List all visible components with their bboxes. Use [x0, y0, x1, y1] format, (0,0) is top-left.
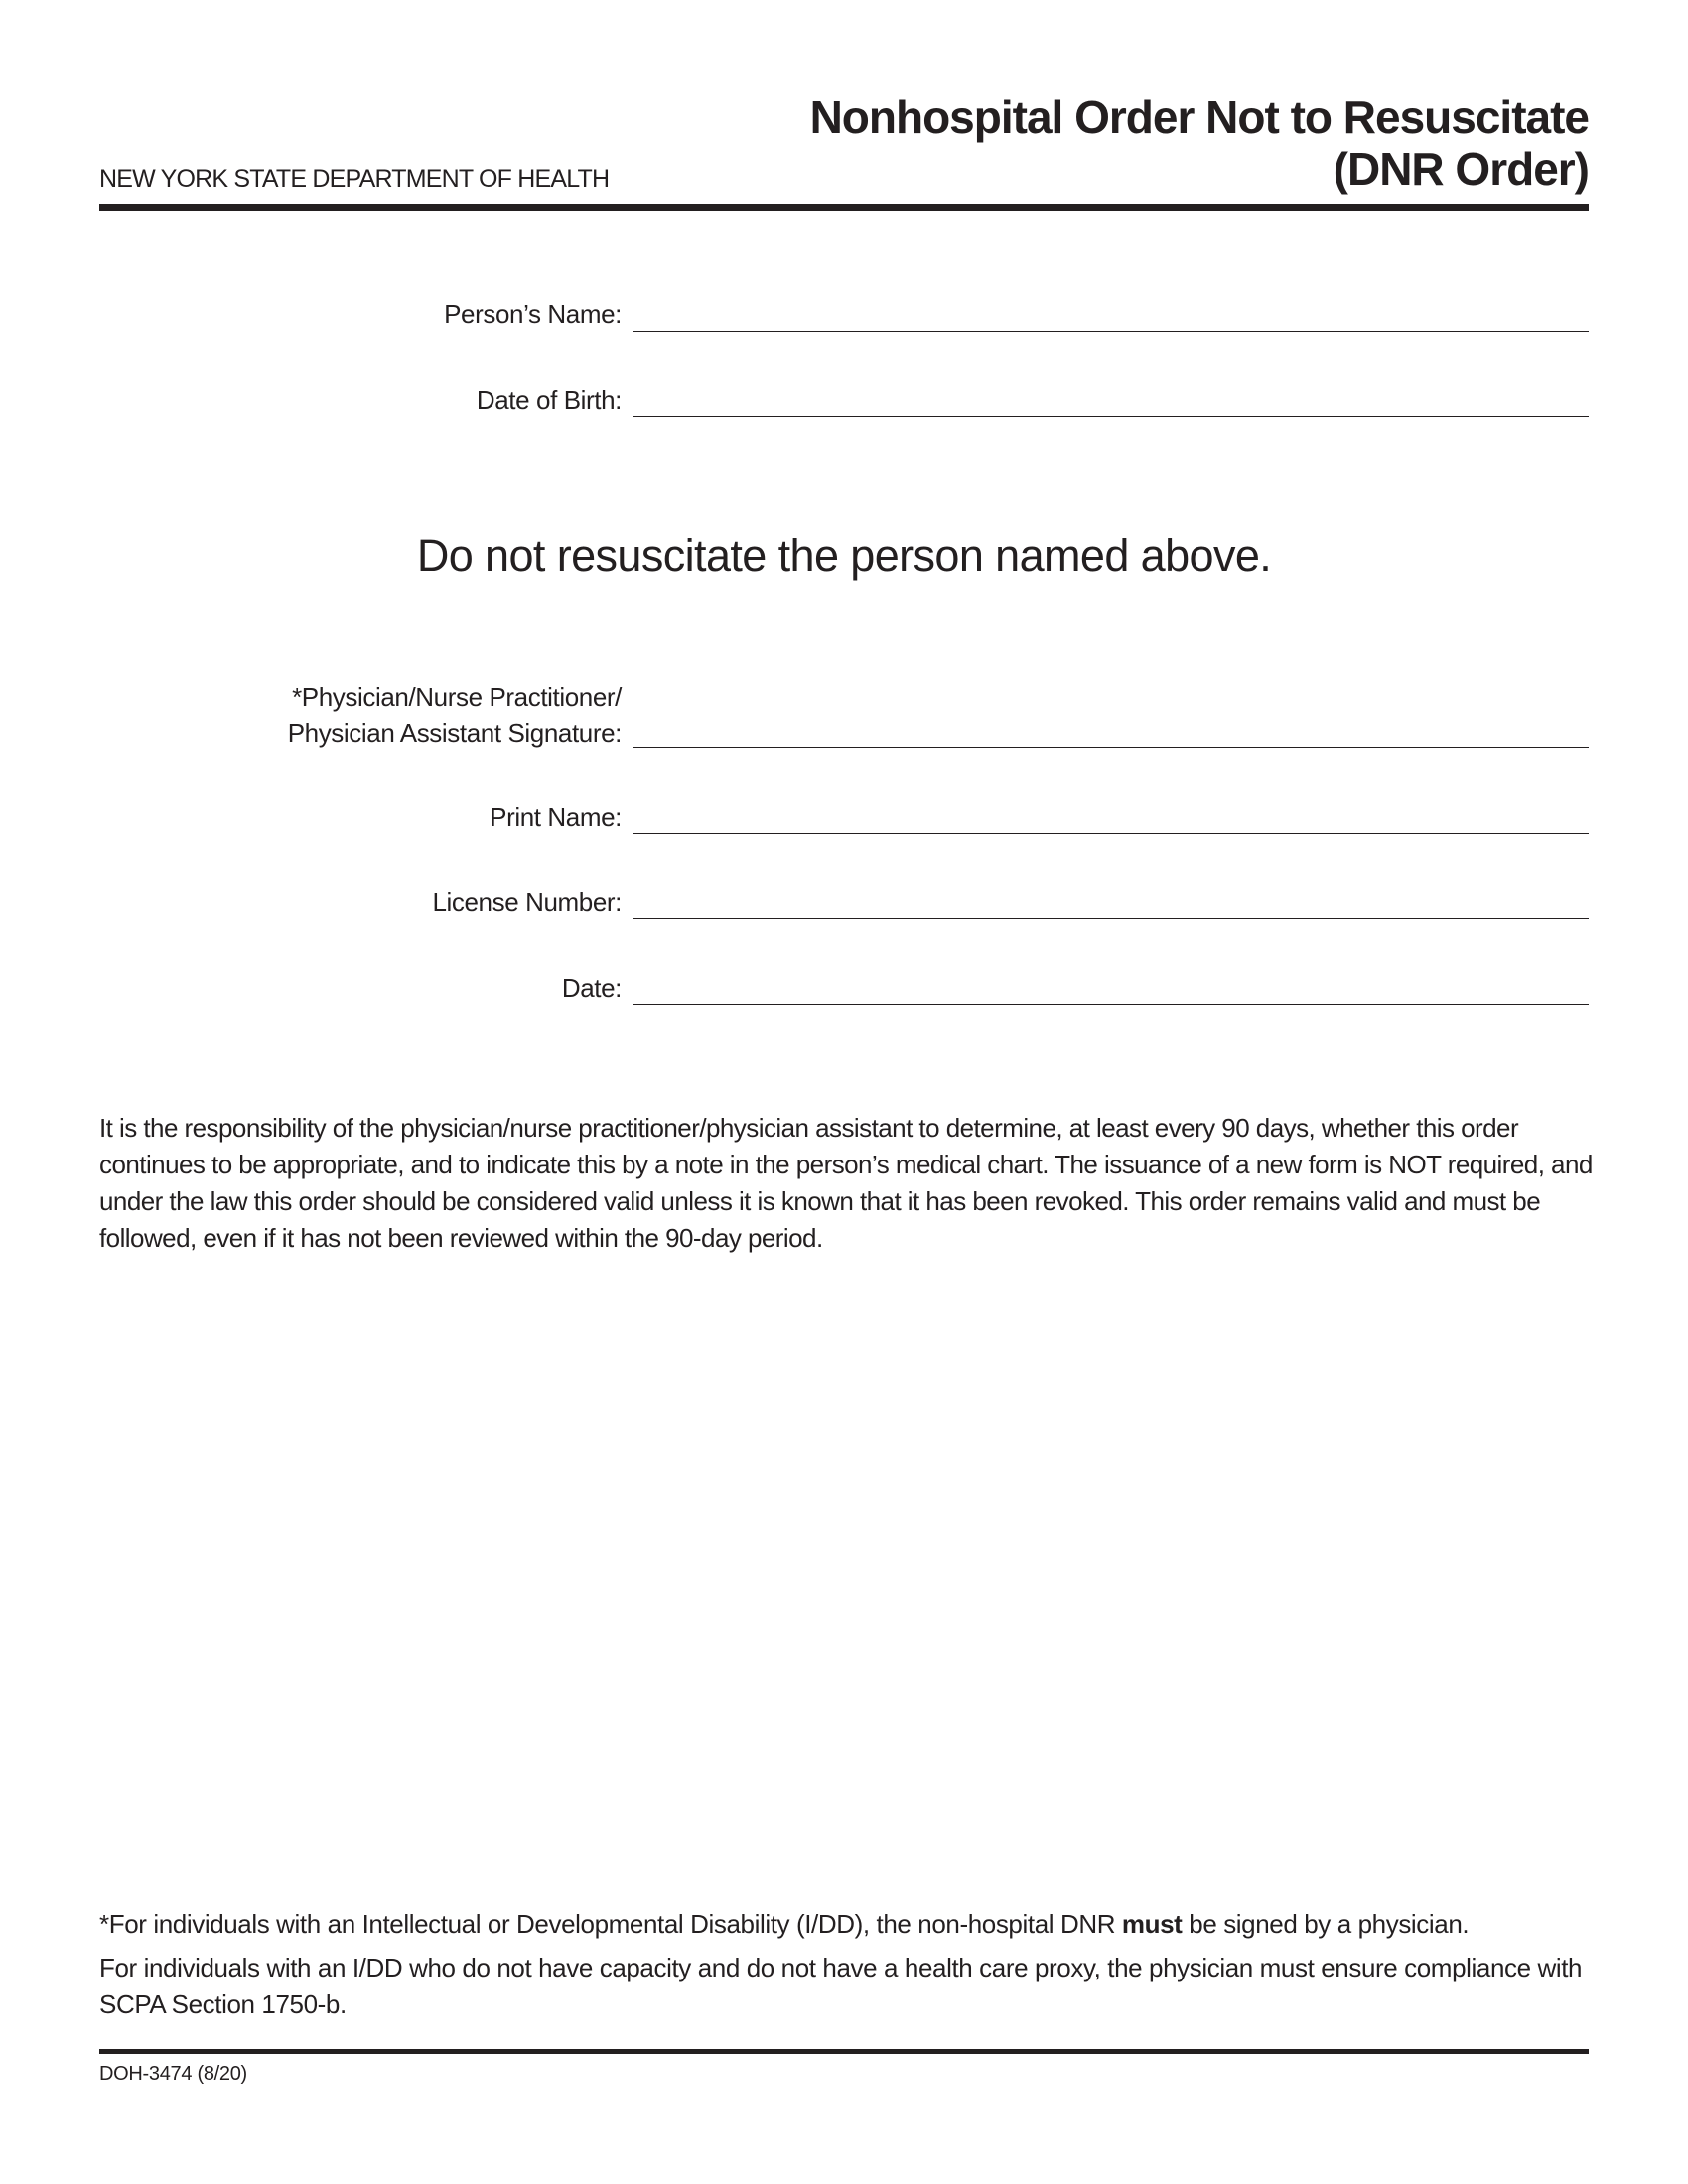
form-id: DOH-3474 (8/20)	[99, 2063, 247, 2085]
signature-label-line-1: *Physician/Nurse Practitioner/	[292, 682, 622, 712]
persons-name-label: Person’s Name:	[444, 299, 622, 329]
signature-label-line-2: Physician Assistant Signature:	[287, 718, 622, 748]
date-label: Date:	[561, 973, 622, 1003]
date-of-birth-field[interactable]	[633, 416, 1589, 417]
idd-footnote-start: *For individuals with an Intellectual or Developmental Disability (I/DD), the non-hospital DNR	[99, 1909, 1122, 1939]
document-title-line-2: (DNR Order)	[1333, 143, 1589, 195]
document-title	[810, 91, 1589, 195]
persons-name-field[interactable]	[633, 331, 1589, 332]
idd-footnote	[99, 1906, 1599, 1943]
print-name-field[interactable]	[633, 833, 1589, 834]
agency-name: NEW YORK STATE DEPARTMENT OF HEALTH	[99, 165, 610, 193]
signature-label	[288, 679, 622, 751]
idd-footnote-end: be signed by a physician.	[1182, 1909, 1470, 1939]
proxy-footnote: For individuals with an I/DD who do not have capacity and do not have a health care proxy, the physician must ensure compliance with SCPA Section 1750-b.	[99, 1953, 1583, 2019]
print-name-label: Print Name:	[490, 802, 622, 832]
license-number-field[interactable]	[633, 918, 1589, 919]
document-title-line-1: Nonhospital Order Not to Resuscitate	[809, 91, 1589, 143]
header-rule	[99, 204, 1589, 211]
signature-field[interactable]	[633, 747, 1589, 748]
license-number-label: License Number:	[432, 887, 622, 917]
date-of-birth-label: Date of Birth:	[476, 385, 622, 415]
responsibility-paragraph: It is the responsibility of the physician/nurse practitioner/physician assistant to determine, at least every 90 days, whether this order continues to be appropriate, and to indicate this by a note in the person’s medical chart. The issuance of a new form is NOT required, and under the law this order should be considered valid unless it is known that it has been revoked. This order remains valid and must be followed, even if it has not been reviewed within the 90-day period.	[99, 1113, 1593, 1253]
dnr-statement: Do not resuscitate the person named above.	[416, 530, 1272, 581]
idd-footnote-emphasis: must	[1121, 1909, 1183, 1939]
date-field[interactable]	[633, 1004, 1589, 1005]
footer-rule	[99, 2049, 1589, 2054]
